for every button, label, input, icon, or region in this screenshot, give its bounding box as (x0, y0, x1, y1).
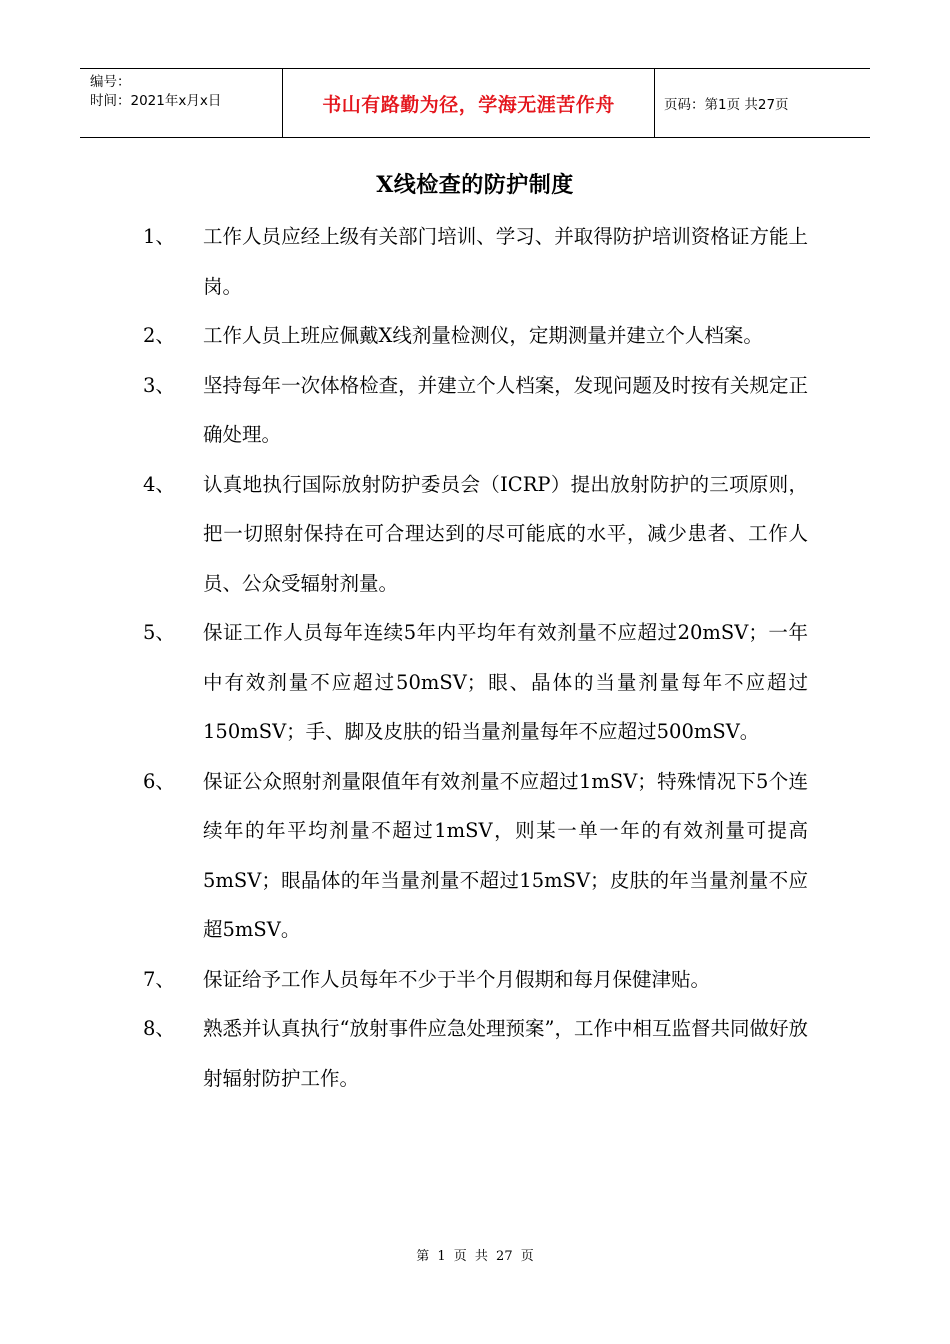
list-item (143, 757, 808, 955)
item-number: 5、 (143, 621, 175, 644)
document-number-label: 编号： (90, 74, 131, 90)
item-number: 8、 (143, 1017, 175, 1040)
item-number: 4、 (143, 472, 175, 496)
regulation-list (143, 212, 808, 1103)
page-header (80, 68, 870, 138)
item-text: 工作人员应经上级有关部门培训、学习、并取得防护培训资格证方能上岗。 (203, 225, 808, 298)
item-number: 3、 (143, 373, 175, 397)
list-item (143, 608, 808, 757)
item-text: 保证公众照射剂量限值年有效剂量不应超过1mSV；特殊情况下5个连续年的年平均剂量不超过1mSV，则某一单一年的有效剂量可提高5mSV；眼晶体的年当量剂量不超过15mSV；皮肤的年当量剂量不应超5mSV。 (203, 769, 808, 941)
item-text: 熟悉并认真执行“放射事件应急处理预案”，工作中相互监督共同做好放射辐射防护工作。 (203, 1017, 808, 1090)
list-item (143, 361, 808, 460)
list-item (143, 955, 808, 1005)
list-item (143, 1004, 808, 1103)
item-number: 1、 (143, 225, 175, 248)
list-item (143, 311, 808, 361)
header-motto: 书山有路勤为径，学海无涯苦作舟 (282, 69, 655, 137)
item-text: 保证给予工作人员每年不少于半个月假期和每月保健津贴。 (203, 967, 711, 991)
item-number: 7、 (143, 967, 175, 991)
item-text: 工作人员上班应佩戴X线剂量检测仪，定期测量并建立个人档案。 (203, 324, 763, 347)
item-text: 认真地执行国际放射防护委员会（ICRP）提出放射防护的三项原则，把一切照射保持在可合理达到的尽可能底的水平，减少患者、工作人员、公众受辐射剂量。 (203, 472, 808, 595)
list-item (143, 212, 808, 311)
document-title: X线检查的防护制度 (376, 172, 574, 198)
page-footer: 第 1 页 共 27 页 (416, 1249, 534, 1264)
document-time: 时间：2021年x月x日 (90, 93, 222, 109)
item-number: 6、 (143, 769, 175, 793)
item-text: 坚持每年一次体格检查，并建立个人档案，发现问题及时按有关规定正确处理。 (203, 373, 808, 446)
item-text: 保证工作人员每年连续5年内平均年有效剂量不应超过20mSV；一年中有效剂量不应超过50mSV；眼、晶体的当量剂量每年不应超过150mSV；手、脚及皮肤的铅当量剂量每年不应超过500mSV。 (203, 621, 808, 743)
header-page-info: 页码：第1页 共27页 (664, 97, 789, 113)
header-meta (80, 69, 282, 137)
list-item (143, 460, 808, 609)
item-number: 2、 (143, 324, 175, 347)
